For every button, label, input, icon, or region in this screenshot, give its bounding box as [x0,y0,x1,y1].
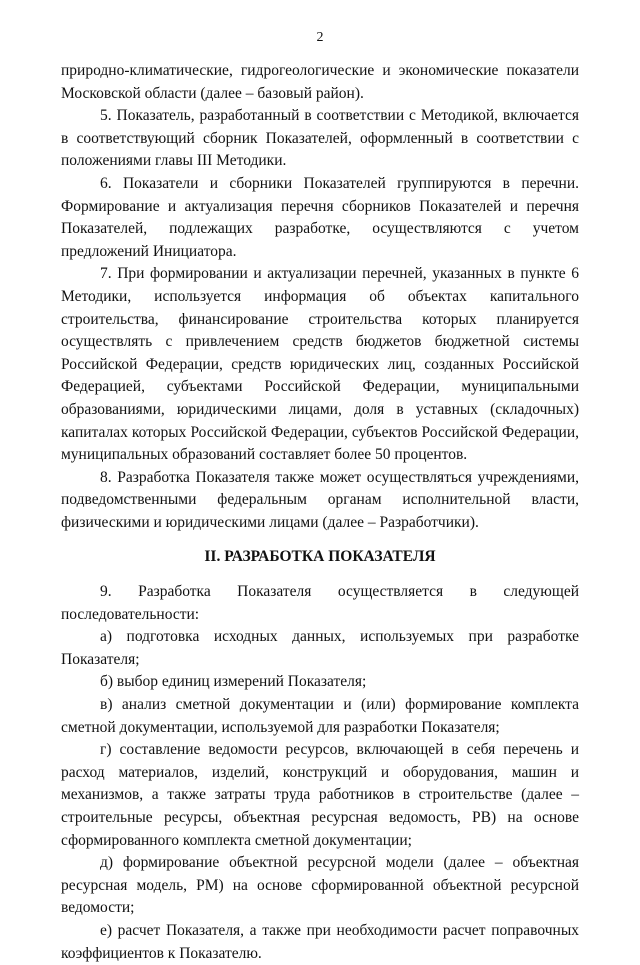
paragraph-6: 6. Показатели и сборники Показателей группируются в перечни. Формирование и актуализация перечня сборников Показателей и перечня Показателей, подлежащих разработке, осуществляются с учетом предложений Инициатора. [61,174,579,260]
list-item-g: г) составление ведомости ресурсов, включающей в себя перечень и расход материалов, изделий, конструкций и оборудования, машин и механизмов, а также затраты труда работников в строительстве (далее – строительные ресурсы, объектная ресурсная ведомость, РВ) на основе сформированного комплекта сметной документации; [61,741,579,849]
document-body [61,60,579,965]
paragraph-7: 7. При формировании и актуализации перечней, указанных в пункте 6 Методики, используется информация об объектах капитального строительства, финансирование строительства которых планируется осуществлять с привлечением средств бюджетов бюджетной системы Российской Федерации, средств юридических лиц, созданных Российской Федерацией, субъектами Российской Федерации, муниципальными образованиями, юридическими лицами, доля в уставных (складочных) капиталах которых Российской Федерации, субъектов Российской Федерации, муниципальных образований составляет более 50 процентов. [61,265,579,464]
list-item-b: б) выбор единиц измерений Показателя; [100,673,367,691]
page-number: 2 [316,30,324,45]
list-item-v: в) анализ сметной документации и (или) формирование комплекта сметной документации, используемой для разработки Показателя; [61,696,579,736]
list-item-a: а) подготовка исходных данных, используемых при разработке Показателя; [61,628,579,668]
list-item-d: д) формирование объектной ресурсной модели (далее – объектная ресурсная модель, РМ) на основе сформированной объектной ресурсной ведомости; [61,854,579,917]
list-item-e: е) расчет Показателя, а также при необходимости расчет поправочных коэффициентов к Показателю. [61,921,579,962]
paragraph-5: 5. Показатель, разработанный в соответствии с Методикой, включается в соответствующий сборник Показателей, оформленный в соответствии с положениями главы III Методики. [61,107,579,170]
section-heading: II. РАЗРАБОТКА ПОКАЗАТЕЛЯ [204,548,436,566]
paragraph-8: 8. Разработка Показателя также может осуществляться учреждениями, подведомственными федеральным органам исполнительной власти, физическими и юридическими лицами (далее – Разработчики). [61,468,579,531]
paragraph-9: 9. Разработка Показателя осуществляется в следующей последовательности: [61,583,579,623]
paragraph-continuation: природно-климатические, гидрогеологические и экономические показатели Московской области (далее – базовый район). [61,62,579,102]
